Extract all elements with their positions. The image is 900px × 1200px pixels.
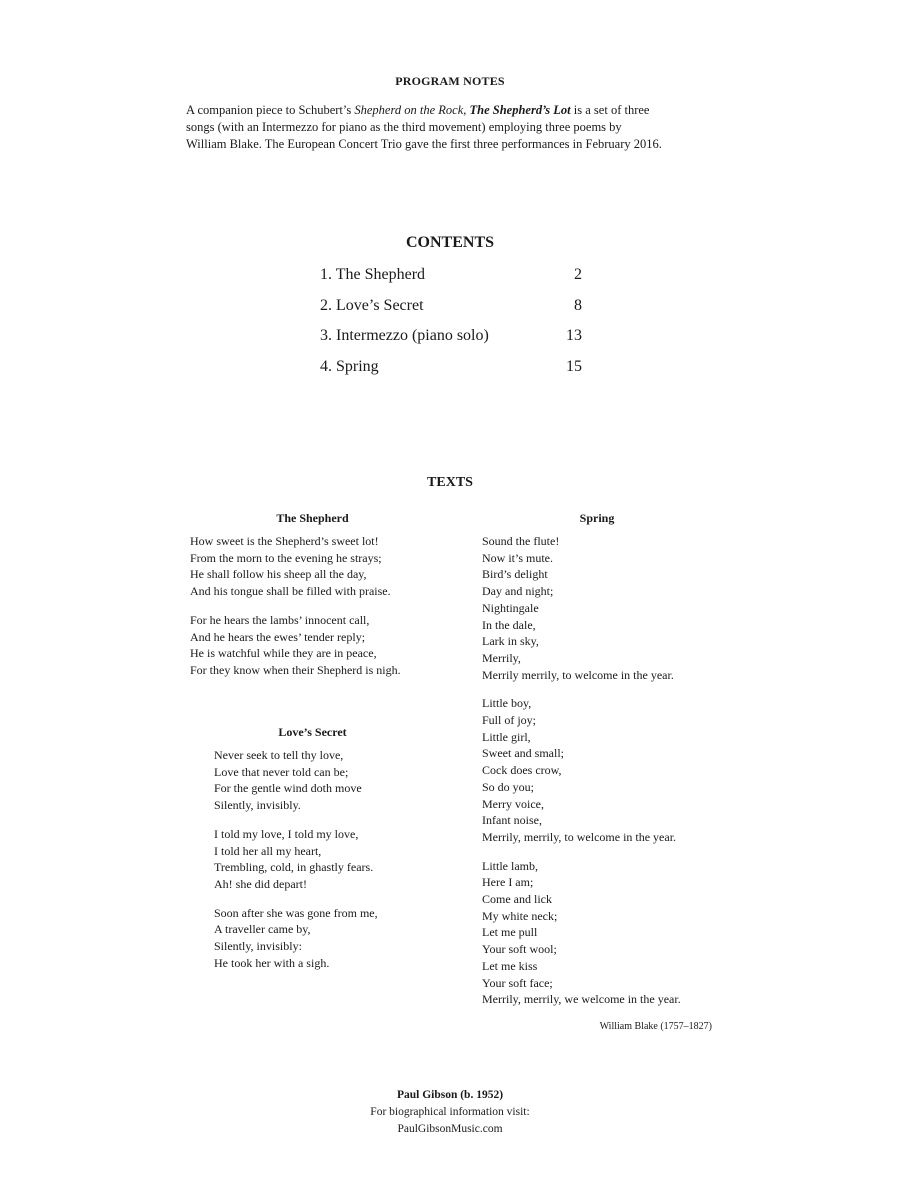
verse-line: Merrily, (482, 650, 521, 665)
verse-line: How sweet is the Shepherd’s sweet lot! (190, 534, 379, 548)
verse-line: Never seek to tell thy love, (214, 748, 344, 762)
verse-line: Sound the flute! (482, 534, 560, 548)
verse-line: My white neck; (482, 908, 558, 923)
verse-line: Lark in sky, (482, 634, 539, 649)
notes-text: A companion piece to Schubert’s (186, 103, 355, 117)
verse-line: Infant noise, (482, 813, 542, 828)
verse-line: Bird’s delight (482, 567, 548, 582)
verse-line: Ah! she did depart! (214, 876, 307, 891)
verse-line: And his tongue shall be filled with praise. (190, 584, 391, 599)
composer-website[interactable]: PaulGibsonMusic.com (397, 1123, 503, 1135)
verse-line: Nightingale (482, 600, 539, 615)
contents-item (320, 325, 582, 356)
contents-item-page: 13 (566, 327, 582, 344)
verse-line: Merry voice, (482, 796, 544, 811)
contents-item (320, 264, 582, 295)
verse-line: Cock does crow, (482, 763, 562, 778)
verse-line: He shall follow his sheep all the day, (190, 567, 367, 582)
verse-line: Little lamb, (482, 858, 538, 873)
poem-title-spring: Spring (579, 511, 615, 525)
contents-heading: CONTENTS (405, 234, 495, 251)
verse-line: Day and night; (482, 584, 554, 599)
verse-line: Silently, invisibly. (214, 798, 301, 813)
texts-heading: TEXTS (427, 475, 473, 490)
program-notes-line-3: William Blake. The European Concert Trio gave the first three performances in February 2016. (186, 137, 662, 151)
composer-block (0, 1087, 900, 1138)
verse-line: Come and lick (482, 892, 552, 907)
verse-line: Your soft face; (482, 975, 553, 990)
stanza (482, 533, 681, 683)
composer-name: Paul Gibson (b. 1952) (396, 1089, 504, 1101)
verse-line: For they know when their Shepherd is nigh. (190, 662, 401, 677)
contents-item-title: 1. The Shepherd (320, 266, 426, 283)
verse-line: And he hears the ewes’ tender reply; (190, 629, 366, 644)
stanza (214, 747, 378, 814)
program-notes-line-1 (186, 102, 726, 119)
stanza (482, 858, 681, 1008)
verse-line: A traveller came by, (214, 922, 311, 937)
contents-item (320, 356, 582, 387)
verse-line: I told her all my heart, (214, 843, 322, 858)
poem-title-shepherd: The Shepherd (276, 511, 349, 525)
verse-line: I told my love, I told my love, (214, 826, 359, 841)
contents-item (320, 295, 582, 326)
program-notes-heading: PROGRAM NOTES (395, 74, 505, 88)
stanza (190, 533, 401, 600)
verse-line: For he hears the lambs’ innocent call, (190, 612, 370, 627)
notes-work-title: Shepherd on the Rock (354, 103, 464, 117)
stanza (190, 612, 401, 679)
verse-line: Love that never told can be; (214, 764, 349, 779)
stanza (482, 695, 681, 845)
contents-item-page: 8 (574, 296, 582, 314)
verse-line: Little boy, (482, 696, 532, 711)
poem-shepherd (190, 533, 401, 691)
verse-line: Merrily, merrily, we welcome in the year. (482, 992, 681, 1007)
verse-line: Merrily, merrily, to welcome in the year. (482, 829, 677, 844)
verse-line: He took her with a sigh. (214, 955, 330, 970)
verse-line: For the gentle wind doth move (214, 781, 362, 796)
verse-line: In the dale, (482, 617, 536, 632)
contents-item-title: 4. Spring (320, 357, 379, 375)
verse-line: So do you; (482, 779, 535, 794)
verse-line: From the morn to the evening he strays; (190, 550, 382, 565)
verse-line: Now it’s mute. (482, 550, 553, 565)
contents-item-page: 15 (566, 357, 582, 375)
verse-line: Full of joy; (482, 713, 537, 728)
verse-line: Your soft wool; (482, 942, 557, 957)
notes-piece-title: The Shepherd’s Lot (469, 103, 571, 117)
contents-item-title: 2. Love’s Secret (320, 296, 424, 314)
program-notes-line-2: songs (with an Intermezzo for piano as the third movement) employing three poems by (186, 120, 622, 134)
contents-item-page: 2 (574, 266, 582, 283)
poem-spring (482, 533, 681, 1020)
verse-line: Trembling, cold, in ghastly fears. (214, 860, 374, 875)
verse-line: Silently, invisibly: (214, 939, 302, 954)
contents-item-title: 3. Intermezzo (piano solo) (320, 327, 489, 344)
stanza (214, 826, 378, 893)
notes-text: , (463, 103, 470, 117)
contents-list (320, 264, 582, 386)
stanza (214, 905, 378, 972)
verse-line: Sweet and small; (482, 746, 564, 761)
verse-line: Little girl, (482, 729, 531, 744)
verse-line: He is watchful while they are in peace, (190, 646, 377, 661)
verse-line: Merrily merrily, to welcome in the year. (482, 667, 674, 682)
notes-text: is a set of three (570, 103, 650, 117)
verse-line: Let me kiss (482, 958, 538, 973)
composer-info: For biographical information visit: (370, 1106, 530, 1118)
poem-title-loves-secret: Love’s Secret (278, 725, 347, 739)
verse-line: Let me pull (482, 925, 538, 940)
verse-line: Here I am; (482, 875, 534, 890)
program-notes-body (186, 102, 726, 153)
poet-attribution: William Blake (1757–1827) (599, 1021, 712, 1032)
verse-line: Soon after she was gone from me, (214, 905, 378, 920)
poem-loves-secret (214, 747, 378, 983)
